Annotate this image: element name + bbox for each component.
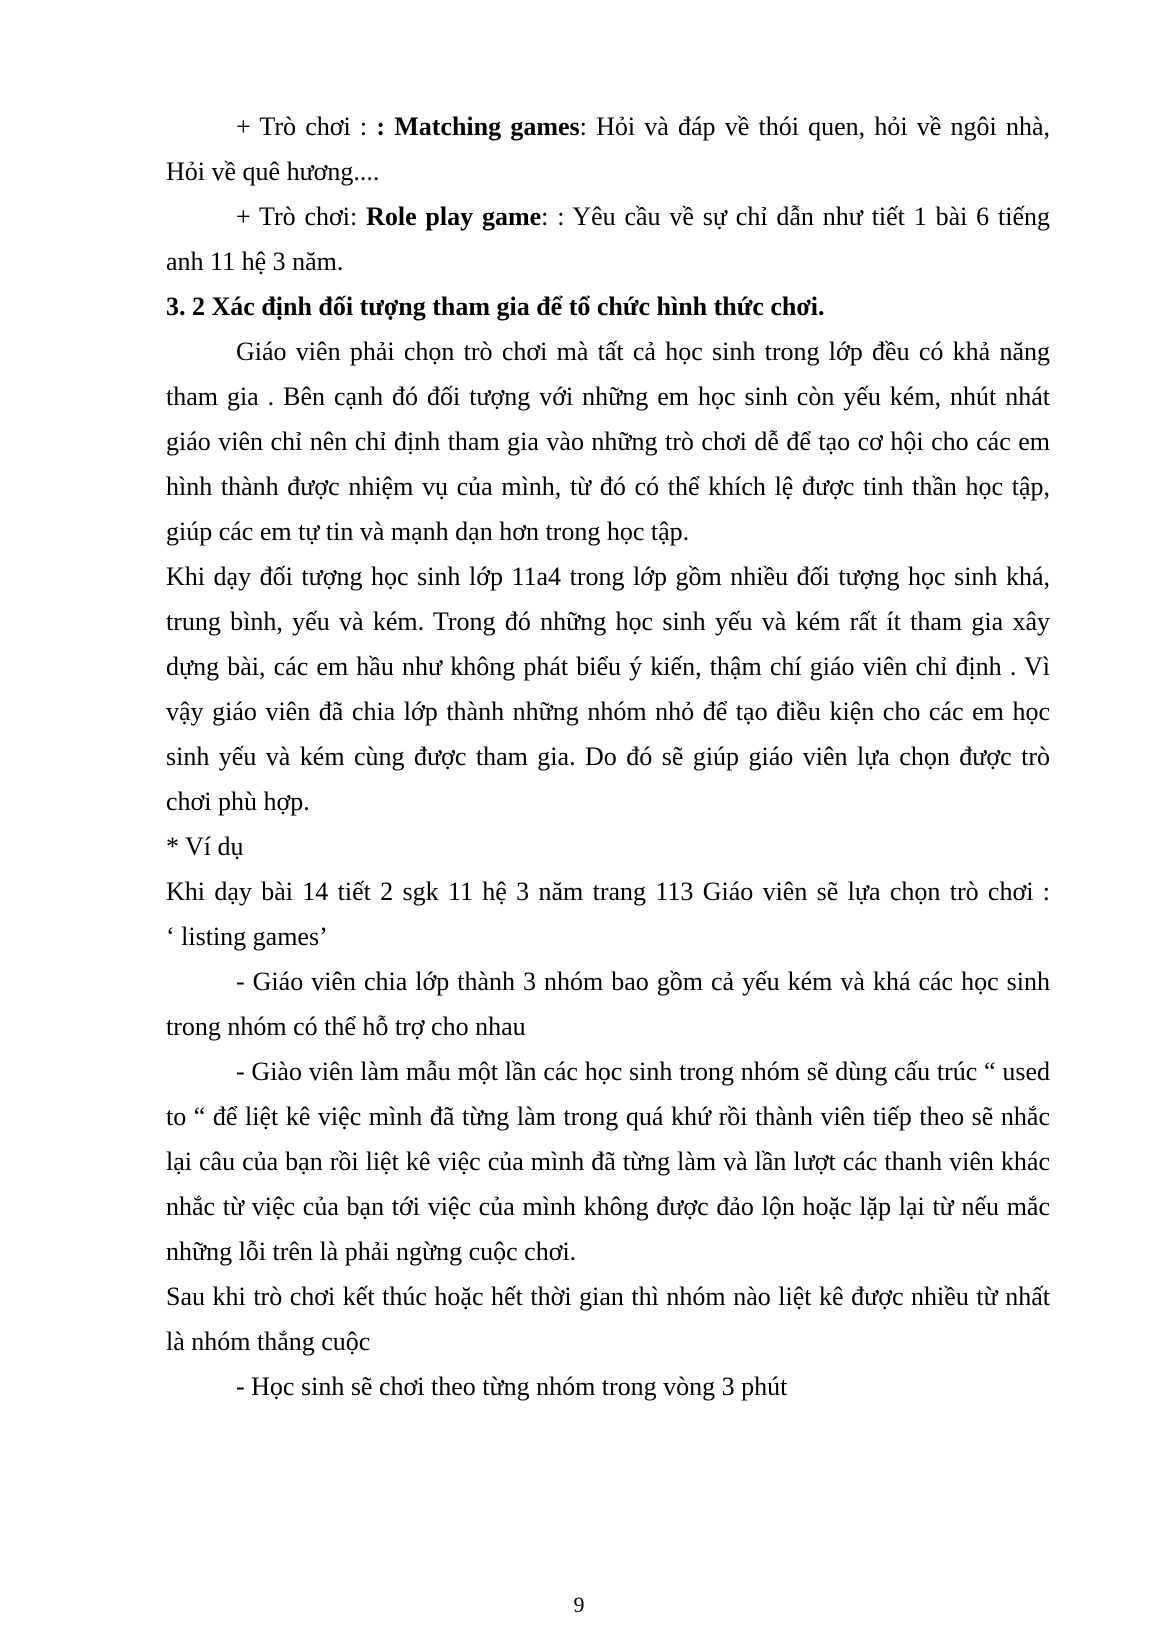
page-number: 9	[573, 1592, 585, 1617]
paragraph-text: : Hỏi và đáp về thói quen, hỏi về ngôi nhà, Hỏi về quê hương....	[166, 112, 1051, 186]
bold-term-matching-games: : Matching games	[376, 112, 580, 141]
paragraph-listing-games: ‘ listing games’	[166, 922, 328, 951]
paragraph-prefix: + Trò chơi :	[236, 112, 377, 141]
bold-term-role-play-game: Role play game	[366, 202, 542, 231]
section-heading: 3. 2 Xác định đối tượng tham gia để tổ chức hình thức chơi.	[166, 292, 825, 321]
paragraph-prefix: + Trò chơi:	[236, 202, 367, 231]
paragraph-winner: Sau khi trò chơi kết thúc hoặc hết thời gian thì nhóm nào liệt kê được nhiều từ nhất là nhóm thắng cuộc	[166, 1282, 1050, 1356]
page-content	[166, 104, 1050, 1409]
example-label: * Ví dụ	[166, 832, 244, 861]
paragraph-role-play-game	[166, 194, 1050, 284]
paragraph-text: : : Yêu cầu về sự chỉ dẫn như tiết 1 bài 6 tiếng anh 11 hệ 3 năm.	[166, 202, 1050, 276]
list-item-used-to: - Giào viên làm mẫu một lần các học sinh trong nhóm sẽ dùng cấu trúc “ used to “ để liệt kê việc mình đã từng làm trong quá khứ rồi thành viên tiếp theo sẽ nhắc lại câu của bạn rồi liệt kê việc của mình đã từng làm và lần lượt các thanh viên khác nhắc từ việc của bạn tới việc của mình không được đảo lộn hoặc lặp lại từ nếu mắc những lỗi trên là phải ngừng cuộc chơi.	[166, 1057, 1050, 1266]
list-item-groups: - Giáo viên chia lớp thành 3 nhóm bao gồm cả yếu kém và khá các học sinh trong nhóm có thể hỗ trợ cho nhau	[166, 967, 1050, 1041]
paragraph-matching-games	[166, 104, 1050, 194]
paragraph-teacher-choice: Giáo viên phải chọn trò chơi mà tất cả học sinh trong lớp đều có khả năng tham gia . Bên cạnh đó đối tượng với những em học sinh còn yếu kém, nhút nhát giáo viên chỉ nên chỉ định tham gia vào những trò chơi dễ để tạo cơ hội cho các em hình thành được nhiệm vụ của mình, từ đó có thể khích lệ được tinh thần học tập, giúp các em tự tin và mạnh dạn hơn trong học tập.	[166, 337, 1050, 546]
paragraph-class-11a4: Khi dạy đối tượng học sinh lớp 11a4 trong lớp gồm nhiều đối tượng học sinh khá, trung bình, yếu và kém. Trong đó những học sinh yếu và kém rất ít tham gia xây dựng bài, các em hầu như không phát biểu ý kiến, thậm chí giáo viên chỉ định . Vì vậy giáo viên đã chia lớp thành những nhóm nhỏ để tạo điều kiện cho các em học sinh yếu và kém cùng được tham gia. Do đó sẽ giúp giáo viên lựa chọn được trò chơi phù hợp.	[166, 562, 1050, 816]
list-item-time-limit: - Học sinh sẽ chơi theo từng nhóm trong vòng 3 phút	[236, 1372, 788, 1401]
paragraph-lesson-14: Khi dạy bài 14 tiết 2 sgk 11 hệ 3 năm trang 113 Giáo viên sẽ lựa chọn trò chơi :	[166, 877, 1050, 906]
